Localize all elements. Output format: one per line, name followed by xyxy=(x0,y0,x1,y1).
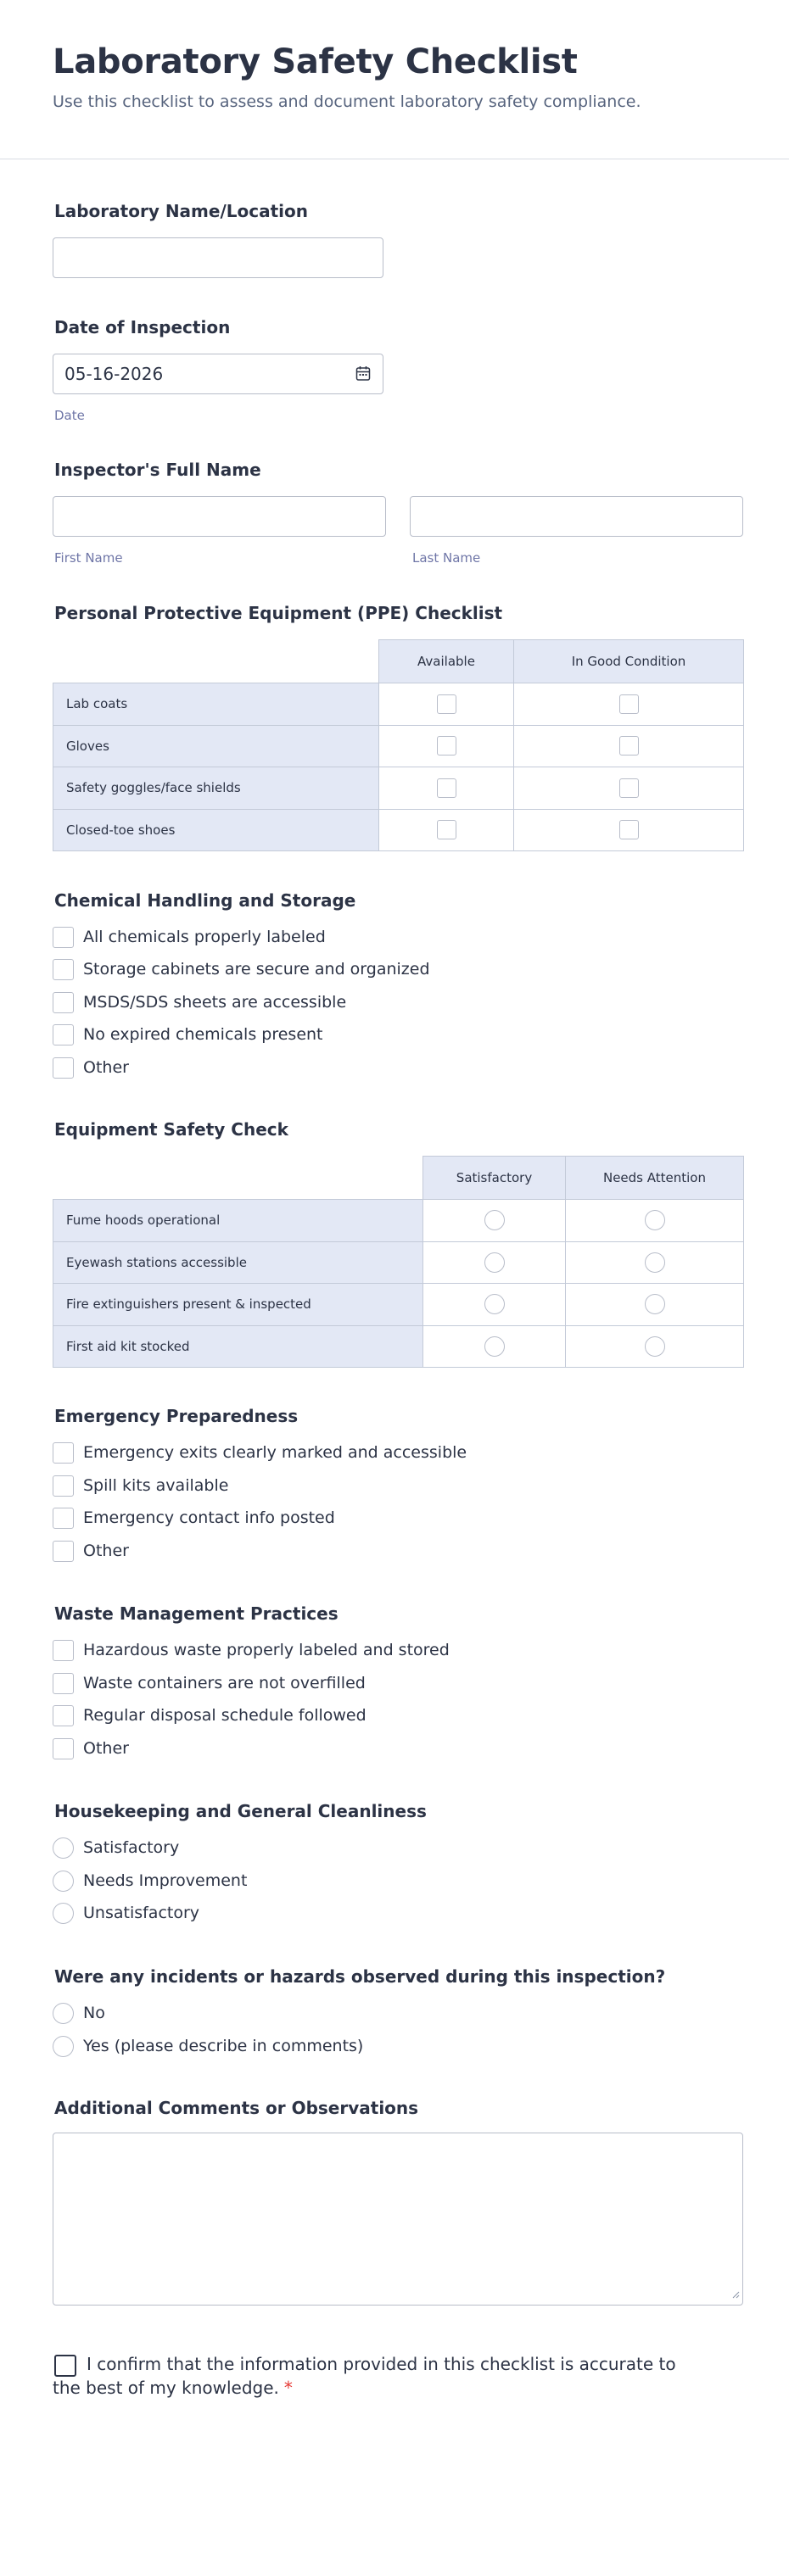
ppe-checkbox[interactable] xyxy=(437,736,456,756)
table-row xyxy=(53,683,744,726)
chemical-option[interactable] xyxy=(53,1023,323,1045)
housekeeping-option[interactable] xyxy=(53,1837,179,1859)
checkbox[interactable] xyxy=(53,1024,74,1045)
emergency-option[interactable] xyxy=(53,1540,129,1562)
form-subtitle: Use this checklist to assess and document laboratory safety compliance. xyxy=(53,92,641,111)
table-row xyxy=(53,1241,744,1284)
ppe-checkbox[interactable] xyxy=(619,736,639,756)
option-label: Other xyxy=(83,1542,129,1560)
checkbox[interactable] xyxy=(53,1673,74,1694)
waste-option[interactable] xyxy=(53,1672,366,1694)
option-label: Regular disposal schedule followed xyxy=(83,1706,367,1725)
last-name-input[interactable] xyxy=(410,496,743,537)
equipment-radio[interactable] xyxy=(484,1210,505,1230)
form-title: Laboratory Safety Checklist xyxy=(53,42,578,81)
radio-button[interactable] xyxy=(53,1903,74,1924)
option-label: Needs Improvement xyxy=(83,1871,248,1890)
chemical-option[interactable] xyxy=(53,926,326,948)
waste-option[interactable] xyxy=(53,1639,450,1661)
checkbox[interactable] xyxy=(53,1541,74,1562)
inspection-date-sublabel: Date xyxy=(54,408,85,423)
ppe-row-label: Lab coats xyxy=(53,683,379,726)
ppe-checkbox[interactable] xyxy=(437,820,456,839)
emergency-label: Emergency Preparedness xyxy=(54,1406,299,1426)
equipment-radio[interactable] xyxy=(645,1252,665,1273)
ppe-checkbox[interactable] xyxy=(619,778,639,798)
table-row xyxy=(53,1284,744,1326)
inspector-name-label: Inspector's Full Name xyxy=(54,460,261,480)
ppe-matrix xyxy=(53,639,744,851)
option-label: Other xyxy=(83,1739,129,1758)
table-row xyxy=(53,1200,744,1242)
calendar-icon[interactable] xyxy=(355,365,371,385)
radio-button[interactable] xyxy=(53,2003,74,2024)
option-label: Spill kits available xyxy=(83,1476,229,1495)
radio-button[interactable] xyxy=(53,1837,74,1859)
inspection-date-input[interactable] xyxy=(53,354,383,394)
option-label: Hazardous waste properly labeled and stored xyxy=(83,1641,450,1659)
equipment-matrix xyxy=(53,1156,744,1368)
waste-label: Waste Management Practices xyxy=(54,1603,339,1624)
checkbox[interactable] xyxy=(53,1640,74,1661)
comments-textarea[interactable] xyxy=(53,2133,743,2306)
option-label: Emergency exits clearly marked and accessible xyxy=(83,1443,467,1462)
checkbox[interactable] xyxy=(53,1738,74,1759)
emergency-option[interactable] xyxy=(53,1507,335,1529)
option-label: Waste containers are not overfilled xyxy=(83,1674,366,1692)
waste-option[interactable] xyxy=(53,1704,367,1726)
table-row xyxy=(53,1325,744,1368)
ppe-checkbox[interactable] xyxy=(619,820,639,839)
first-name-sublabel: First Name xyxy=(54,550,123,566)
ppe-checkbox[interactable] xyxy=(437,778,456,798)
equipment-row-label: Fire extinguishers present & inspected xyxy=(53,1284,423,1326)
equipment-row-label: Fume hoods operational xyxy=(53,1200,423,1242)
comments-label: Additional Comments or Observations xyxy=(54,2098,419,2118)
checkbox[interactable] xyxy=(53,959,74,980)
chemical-label: Chemical Handling and Storage xyxy=(54,890,356,911)
option-label: Unsatisfactory xyxy=(83,1904,200,1922)
table-row xyxy=(53,809,744,851)
matrix-corner xyxy=(53,640,379,683)
incidents-option[interactable] xyxy=(53,2002,105,2024)
housekeeping-option[interactable] xyxy=(53,1902,199,1924)
lab-location-input[interactable] xyxy=(53,237,383,278)
chemical-option[interactable] xyxy=(53,958,430,980)
checkbox[interactable] xyxy=(53,1475,74,1497)
equipment-col-needs-attention: Needs Attention xyxy=(566,1157,744,1200)
option-label: MSDS/SDS sheets are accessible xyxy=(83,993,347,1012)
checkbox[interactable] xyxy=(53,1508,74,1529)
ppe-col-good-condition: In Good Condition xyxy=(514,640,744,683)
checkbox[interactable] xyxy=(53,927,74,948)
option-label: Yes (please describe in comments) xyxy=(83,2037,364,2055)
housekeeping-option[interactable] xyxy=(53,1870,247,1892)
emergency-option[interactable] xyxy=(53,1441,467,1464)
equipment-radio[interactable] xyxy=(484,1294,505,1314)
confirm-checkbox[interactable] xyxy=(54,2355,76,2377)
radio-button[interactable] xyxy=(53,1871,74,1892)
ppe-col-available: Available xyxy=(379,640,514,683)
ppe-row-label: Safety goggles/face shields xyxy=(53,767,379,810)
checkbox[interactable] xyxy=(53,1705,74,1726)
radio-button[interactable] xyxy=(53,2036,74,2057)
incidents-option[interactable] xyxy=(53,2035,363,2057)
equipment-radio[interactable] xyxy=(484,1336,505,1357)
last-name-sublabel: Last Name xyxy=(412,550,481,566)
form-header xyxy=(0,0,789,159)
option-label: Other xyxy=(83,1058,129,1077)
ppe-checkbox[interactable] xyxy=(437,694,456,714)
ppe-checkbox[interactable] xyxy=(619,694,639,714)
confirm-text: the best of my knowledge. xyxy=(53,2378,279,2398)
option-label: No xyxy=(83,2004,105,2022)
first-name-input[interactable] xyxy=(53,496,386,537)
option-label: All chemicals properly labeled xyxy=(83,928,326,946)
equipment-row-label: Eyewash stations accessible xyxy=(53,1241,423,1284)
resize-grip-icon[interactable] xyxy=(731,2286,740,2302)
table-row xyxy=(53,725,744,767)
ppe-row-label: Closed-toe shoes xyxy=(53,809,379,851)
inspection-date-label: Date of Inspection xyxy=(54,317,231,337)
emergency-option[interactable] xyxy=(53,1475,228,1497)
option-label: Satisfactory xyxy=(83,1838,180,1857)
housekeeping-label: Housekeeping and General Cleanliness xyxy=(54,1801,427,1821)
equipment-label: Equipment Safety Check xyxy=(54,1119,288,1140)
matrix-corner xyxy=(53,1157,423,1200)
equipment-col-satisfactory: Satisfactory xyxy=(423,1157,566,1200)
lab-location-label: Laboratory Name/Location xyxy=(54,201,308,221)
required-marker: * xyxy=(283,2378,293,2398)
confirm-text-line2 xyxy=(53,2378,293,2398)
equipment-radio[interactable] xyxy=(645,1336,665,1357)
equipment-row-label: First aid kit stocked xyxy=(53,1325,423,1368)
option-label: No expired chemicals present xyxy=(83,1025,323,1044)
checkbox[interactable] xyxy=(53,1057,74,1079)
equipment-radio[interactable] xyxy=(645,1294,665,1314)
checkbox[interactable] xyxy=(53,992,74,1013)
checkbox[interactable] xyxy=(53,1442,74,1464)
waste-option[interactable] xyxy=(53,1737,129,1759)
equipment-radio[interactable] xyxy=(645,1210,665,1230)
ppe-label: Personal Protective Equipment (PPE) Checklist xyxy=(54,603,503,623)
table-row xyxy=(53,767,744,810)
confirm-text-line1: I confirm that the information provided in this checklist is accurate to xyxy=(87,2354,676,2374)
option-label: Storage cabinets are secure and organized xyxy=(83,960,430,979)
chemical-option[interactable] xyxy=(53,991,346,1013)
equipment-radio[interactable] xyxy=(484,1252,505,1273)
chemical-option[interactable] xyxy=(53,1057,129,1079)
inspection-date-value: 05-16-2026 xyxy=(64,364,164,384)
option-label: Emergency contact info posted xyxy=(83,1508,335,1527)
ppe-row-label: Gloves xyxy=(53,725,379,767)
incidents-label: Were any incidents or hazards observed during this inspection? xyxy=(54,1966,666,1987)
